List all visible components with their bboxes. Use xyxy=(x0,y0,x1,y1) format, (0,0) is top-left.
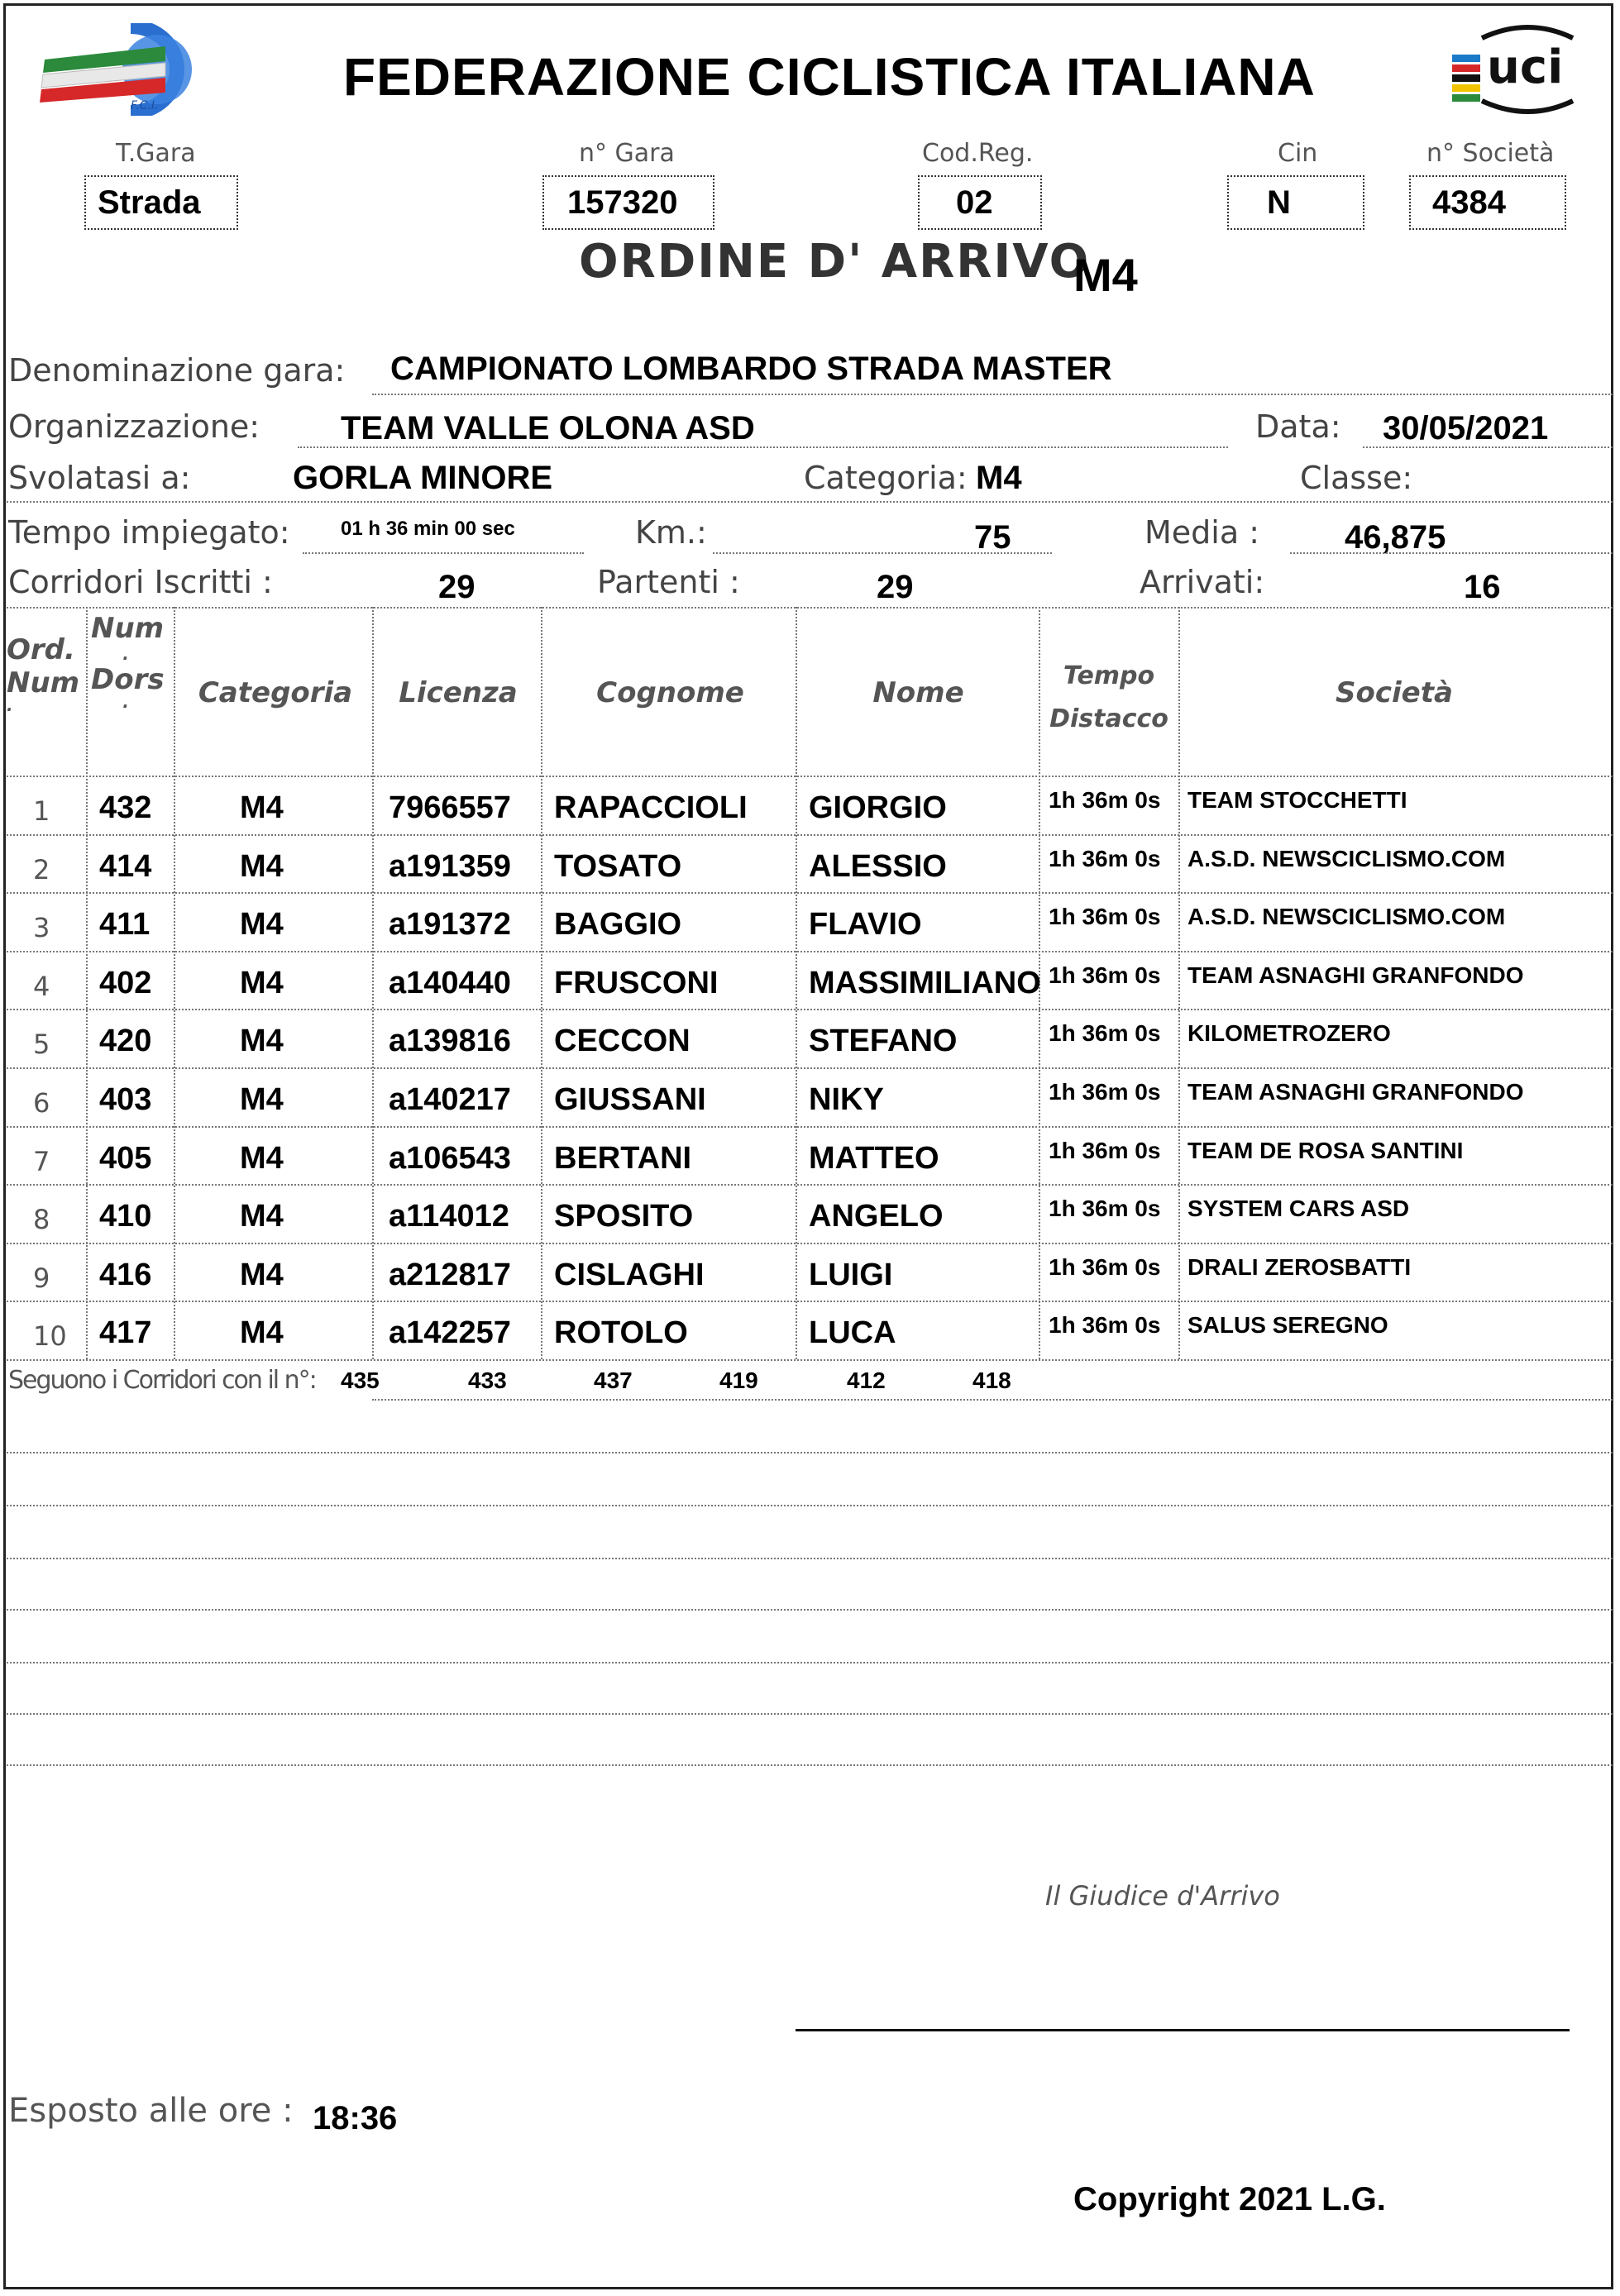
header-num-dors: Num . Dors . xyxy=(91,612,165,712)
seguono-number: 435 xyxy=(341,1368,380,1393)
categoria-cell: M4 xyxy=(240,1024,284,1059)
row-divider xyxy=(7,834,1613,836)
seguono-number: 419 xyxy=(719,1368,758,1393)
categoria-cell: M4 xyxy=(240,965,284,1000)
tempo-cell: 1h 36m 0s xyxy=(1049,904,1161,930)
classe-label: Classe: xyxy=(1300,460,1413,496)
tempo-cell: 1h 36m 0s xyxy=(1049,1137,1161,1163)
cognome-cell: GIUSSANI xyxy=(554,1082,706,1117)
ord-cell: 4 xyxy=(33,970,50,1002)
tempo-cell: 1h 36m 0s xyxy=(1049,962,1161,988)
header-licenza: Licenza xyxy=(399,676,518,709)
seguono-number: 433 xyxy=(468,1368,507,1393)
nome-cell: MASSIMILIANO xyxy=(809,965,1041,1000)
cognome-cell: BAGGIO xyxy=(554,907,682,943)
nome-cell: ALESSIO xyxy=(809,848,947,884)
societa-cell: TEAM DE ROSA SANTINI xyxy=(1188,1137,1464,1163)
svolatasi-value: GORLA MINORE xyxy=(293,460,553,496)
licenza-cell: a114012 xyxy=(389,1199,509,1234)
esposto-label: Esposto alle ore : xyxy=(8,2092,294,2130)
column-divider xyxy=(372,607,374,1359)
num-cell: 432 xyxy=(99,790,152,825)
num-cell: 417 xyxy=(99,1315,152,1351)
ord-cell: 8 xyxy=(33,1204,50,1236)
cognome-cell: RAPACCIOLI xyxy=(554,790,748,825)
licenza-cell: a191359 xyxy=(389,848,511,884)
row-divider xyxy=(7,1359,1613,1361)
row-divider xyxy=(7,1301,1613,1302)
copyright: Copyright 2021 L.G. xyxy=(1073,2181,1386,2217)
tempo-label: Tempo impiegato: xyxy=(8,514,290,551)
denominazione-value: CAMPIONATO LOMBARDO STRADA MASTER xyxy=(390,351,1112,387)
row-divider xyxy=(7,1009,1613,1010)
num-cell: 414 xyxy=(99,848,152,884)
nome-cell: LUCA xyxy=(809,1315,896,1351)
svg-text:F.C.I.: F.C.I. xyxy=(131,99,159,112)
licenza-cell: a212817 xyxy=(389,1257,511,1292)
codreg-label: Cod.Reg. xyxy=(922,139,1034,168)
nome-cell: STEFANO xyxy=(809,1024,958,1059)
tempo-cell: 1h 36m 0s xyxy=(1049,845,1161,871)
signature-line xyxy=(796,2029,1570,2031)
cognome-cell: SPOSITO xyxy=(554,1199,694,1234)
num-cell: 420 xyxy=(99,1024,152,1059)
nome-cell: MATTEO xyxy=(809,1140,939,1176)
row-divider xyxy=(7,951,1613,952)
licenza-cell: a191372 xyxy=(389,907,511,943)
svg-text:uci: uci xyxy=(1487,41,1564,94)
km-label: Km.: xyxy=(635,514,707,551)
categoria-cell: M4 xyxy=(240,1082,284,1117)
codreg-field: 02 xyxy=(918,175,1042,230)
num-cell: 410 xyxy=(99,1199,152,1234)
societa-cell: SYSTEM CARS ASD xyxy=(1188,1196,1410,1222)
categoria-value: M4 xyxy=(976,460,1022,496)
ord-cell: 6 xyxy=(33,1087,50,1119)
ord-cell: 10 xyxy=(33,1320,67,1353)
nome-cell: NIKY xyxy=(809,1082,884,1117)
nome-cell: ANGELO xyxy=(809,1199,944,1234)
media-value: 46,875 xyxy=(1345,519,1446,556)
categoria-label: Categoria: xyxy=(804,460,968,496)
subtitle: ORDINE D' ARRIVO xyxy=(579,235,1091,289)
ngara-label: n° Gara xyxy=(579,139,675,168)
data-label: Data: xyxy=(1255,408,1341,445)
categoria-cell: M4 xyxy=(240,1315,284,1351)
row-divider xyxy=(7,1184,1613,1186)
column-divider xyxy=(1178,607,1180,1359)
page-title: FEDERAZIONE CICLISTICA ITALIANA xyxy=(343,47,1316,107)
cognome-cell: FRUSCONI xyxy=(554,965,719,1000)
partenti-label: Partenti : xyxy=(597,564,740,600)
category-badge: M4 xyxy=(1073,249,1138,301)
societa-cell: KILOMETROZERO xyxy=(1188,1020,1391,1047)
ord-cell: 7 xyxy=(33,1145,50,1177)
tgara-field: Strada xyxy=(84,175,238,230)
header-ord: Ord. Num . xyxy=(7,633,80,715)
header-categoria: Categoria xyxy=(198,676,353,709)
societa-cell: DRALI ZEROSBATTI xyxy=(1188,1253,1412,1280)
fci-logo xyxy=(33,23,198,116)
arrivati-label: Arrivati: xyxy=(1140,564,1265,600)
organizzazione-label: Organizzazione: xyxy=(8,408,260,445)
cognome-cell: BERTANI xyxy=(554,1140,692,1176)
row-divider xyxy=(7,892,1613,894)
column-divider xyxy=(174,607,175,1359)
societa-cell: TEAM ASNAGHI GRANFONDO xyxy=(1188,962,1524,988)
seguono-label: Seguono i Corridori con il n°: xyxy=(8,1366,316,1395)
tempo-cell: 1h 36m 0s xyxy=(1049,1312,1161,1339)
cognome-cell: ROTOLO xyxy=(554,1315,688,1351)
societa-cell: A.S.D. NEWSCICLISMO.COM xyxy=(1188,845,1506,871)
row-divider xyxy=(7,1126,1613,1128)
societa-cell: SALUS SEREGNO xyxy=(1188,1312,1388,1339)
header-nome: Nome xyxy=(872,676,964,709)
ord-cell: 3 xyxy=(33,912,50,944)
iscritti-label: Corridori Iscritti : xyxy=(8,564,273,600)
tempo-cell: 1h 36m 0s xyxy=(1049,1079,1161,1105)
uci-logo xyxy=(1449,21,1589,121)
societa-cell: A.S.D. NEWSCICLISMO.COM xyxy=(1188,904,1506,930)
cognome-cell: TOSATO xyxy=(554,848,682,884)
row-divider xyxy=(7,1243,1613,1244)
societa-cell: TEAM STOCCHETTI xyxy=(1188,787,1407,813)
arrivati-value: 16 xyxy=(1464,569,1501,605)
header-cognome: Cognome xyxy=(596,676,744,709)
nsocieta-field: 4384 xyxy=(1409,175,1566,230)
seguono-number: 412 xyxy=(847,1368,886,1393)
media-label: Media : xyxy=(1145,514,1260,551)
ord-cell: 9 xyxy=(33,1262,50,1294)
num-cell: 416 xyxy=(99,1257,152,1292)
nome-cell: LUIGI xyxy=(809,1257,893,1292)
partenti-value: 29 xyxy=(877,569,914,605)
categoria-cell: M4 xyxy=(240,1140,284,1176)
column-divider xyxy=(86,607,88,1359)
tempo-value: 01 h 36 min 00 sec xyxy=(341,518,515,540)
licenza-cell: a139816 xyxy=(389,1024,511,1059)
tempo-cell: 1h 36m 0s xyxy=(1049,1020,1161,1047)
nome-cell: GIORGIO xyxy=(809,790,947,825)
licenza-cell: a106543 xyxy=(389,1140,511,1176)
licenza-cell: 7966557 xyxy=(389,790,511,825)
organizzazione-value: TEAM VALLE OLONA ASD xyxy=(341,410,755,446)
licenza-cell: a140440 xyxy=(389,965,511,1000)
data-value: 30/05/2021 xyxy=(1383,410,1549,446)
nsocieta-label: n° Società xyxy=(1426,139,1555,168)
iscritti-value: 29 xyxy=(438,569,475,605)
licenza-cell: a140217 xyxy=(389,1082,511,1117)
row-divider xyxy=(7,776,1613,777)
categoria-cell: M4 xyxy=(240,1199,284,1234)
seguono-number: 437 xyxy=(594,1368,633,1393)
header-tempo-distacco: Tempo Distacco xyxy=(1049,661,1168,733)
nome-cell: FLAVIO xyxy=(809,907,922,943)
categoria-cell: M4 xyxy=(240,1257,284,1292)
esposto-value: 18:36 xyxy=(313,2100,398,2136)
ngara-field: 157320 xyxy=(542,175,714,230)
km-value: 75 xyxy=(974,519,1011,556)
tempo-cell: 1h 36m 0s xyxy=(1049,787,1161,813)
cognome-cell: CECCON xyxy=(554,1024,691,1059)
cin-field: N xyxy=(1227,175,1364,230)
ord-cell: 5 xyxy=(33,1029,50,1061)
tempo-cell: 1h 36m 0s xyxy=(1049,1253,1161,1280)
num-cell: 405 xyxy=(99,1140,152,1176)
num-cell: 402 xyxy=(99,965,152,1000)
num-cell: 403 xyxy=(99,1082,152,1117)
column-divider xyxy=(541,607,542,1359)
cognome-cell: CISLAGHI xyxy=(554,1257,705,1292)
seguono-number: 418 xyxy=(972,1368,1011,1393)
num-cell: 411 xyxy=(99,907,151,943)
tgara-label: T.Gara xyxy=(116,139,196,168)
svolatasi-label: Svolatasi a: xyxy=(8,460,191,496)
denominazione-label: Denominazione gara: xyxy=(8,352,346,389)
ord-cell: 1 xyxy=(33,795,50,827)
tempo-cell: 1h 36m 0s xyxy=(1049,1196,1161,1222)
row-divider xyxy=(7,1067,1613,1069)
ord-cell: 2 xyxy=(33,853,50,885)
categoria-cell: M4 xyxy=(240,790,284,825)
categoria-cell: M4 xyxy=(240,907,284,943)
societa-cell: TEAM ASNAGHI GRANFONDO xyxy=(1188,1079,1524,1105)
licenza-cell: a142257 xyxy=(389,1315,511,1351)
categoria-cell: M4 xyxy=(240,848,284,884)
column-divider xyxy=(796,607,797,1359)
cin-label: Cin xyxy=(1278,139,1318,168)
giudice-label: Il Giudice d'Arrivo xyxy=(1045,1880,1280,1912)
header-societa: Società xyxy=(1336,676,1453,709)
